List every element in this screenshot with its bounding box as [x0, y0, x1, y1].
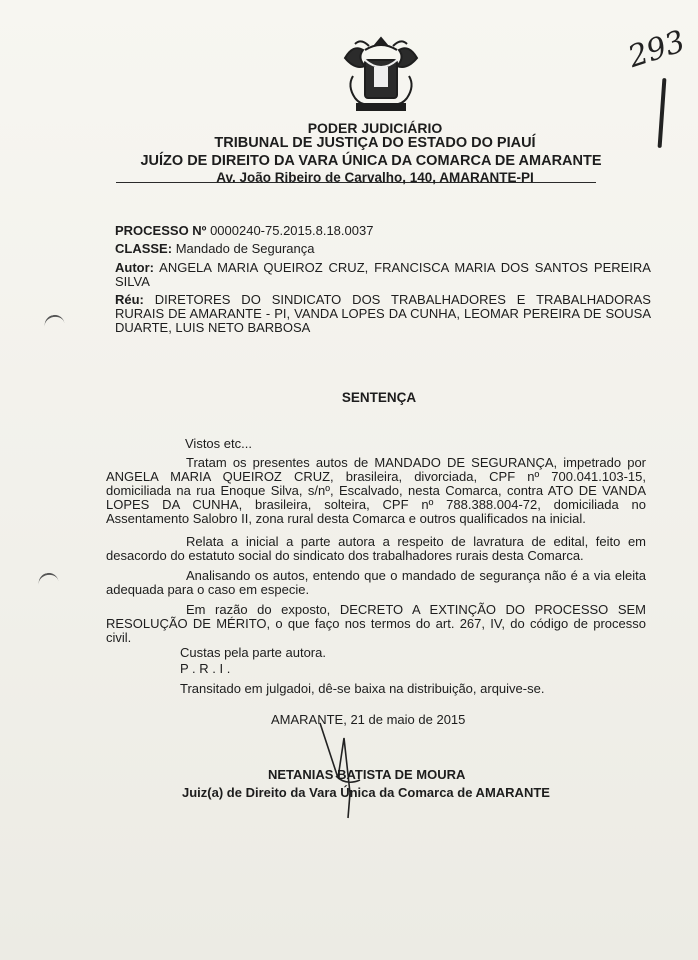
autor-value: ANGELA MARIA QUEIROZ CRUZ, FRANCISCA MARIA DOS SANTOS PEREIRA SILVA — [115, 260, 651, 289]
classe-value: Mandado de Segurança — [175, 241, 315, 256]
header-juizo: JUÍZO DE DIREITO DA VARA ÚNICA DA COMARCA DE AMARANTE — [140, 153, 602, 169]
case-autor — [115, 261, 651, 289]
judge-title: Juiz(a) de Direito da Vara Única da Comarca de AMARANTE — [182, 785, 550, 800]
header-poder-judiciario: PODER JUDICIÁRIO — [307, 120, 443, 136]
case-processo — [115, 224, 651, 238]
body-paragraph-1: Tratam os presentes autos de MANDADO DE SEGURANÇA, impetrado por ANGELA MARIA QUEIROZ CRUZ, brasileira, divorciada, CPF nº 700.041.103-15, domiciliada na rua Enoque Silva, s/nº, Escalvado, nesta Comarca, contra ATO DE VANDA LOPES DA CUNHA, brasileira, solteira, CPF nº 788.388.004-72, domiciliada no Assentamento Salobro II, zona rural desta Comarca e outros qualificados na inicial. — [106, 455, 646, 526]
body-custas: Custas pela parte autora. — [180, 645, 326, 660]
place-date: AMARANTE, 21 de maio de 2015 — [271, 712, 466, 727]
processo-value: 0000240-75.2015.8.18.0037 — [210, 223, 374, 238]
coat-of-arms-seal — [335, 32, 427, 124]
binder-hole-mark — [43, 313, 65, 328]
body-paragraph-4: Em razão do exposto, DECRETO A EXTINÇÃO DO PROCESSO SEM RESOLUÇÃO DE MÉRITO, o que faço nos termos do art. 267, IV, do código de processo civil. — [106, 602, 646, 645]
autor-label: Autor: — [115, 260, 154, 275]
body-paragraph-2: Relata a inicial a parte autora a respeito de lavratura de edital, feito em desacordo do estatuto social do sindicato dos trabalhadores rurais desta Comarca. — [106, 534, 646, 563]
reu-value: DIRETORES DO SINDICATO DOS TRABALHADORES E TRABALHADORAS RURAIS DE AMARANTE - PI, VANDA LOPES DA CUNHA, LEOMAR PEREIRA DE SOUSA DUARTE, LUIS NETO BARBOSA — [115, 292, 651, 335]
body-paragraph-3: Analisando os autos, entendo que o mandado de segurança não é a via eleita adequada para o caso em especie. — [106, 568, 646, 597]
header-divider — [116, 182, 596, 183]
handwritten-page-number: 293 — [623, 24, 690, 75]
body-transitado: Transitado em julgadoi, dê-se baixa na distribuição, arquive-se. — [180, 681, 545, 696]
case-classe — [115, 242, 651, 256]
header-address: Av. João Ribeiro de Carvalho, 140, AMARANTE-PI — [216, 170, 534, 185]
body-vistos: Vistos etc... — [185, 436, 252, 451]
judge-name: NETANIAS BATISTA DE MOURA — [268, 767, 466, 782]
document-title: SENTENÇA — [341, 390, 417, 405]
classe-label: CLASSE: — [115, 241, 173, 256]
header-tribunal: TRIBUNAL DE JUSTIÇA DO ESTADO DO PIAUÍ — [214, 135, 536, 151]
reu-label: Réu: — [115, 292, 144, 307]
case-reu — [115, 293, 651, 335]
binder-hole-mark — [37, 571, 59, 586]
processo-label: PROCESSO Nº — [115, 223, 207, 238]
body-pri: P . R . I . — [180, 661, 231, 676]
